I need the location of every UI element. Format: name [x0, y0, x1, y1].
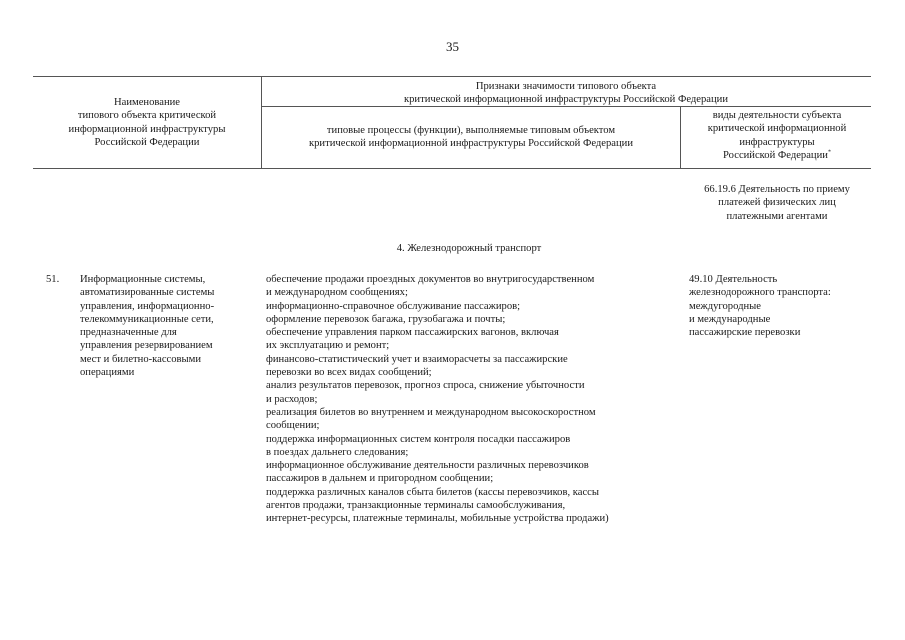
header-divider-activities — [680, 106, 681, 168]
header-activity-types-text: виды деятельности субъекта критической информационной инфраструктуры Российской Федерации — [707, 110, 847, 161]
row-object-name: Информационные системы, автоматизированные системы управления, информационно- телекоммуникационные сети, предназначенные для управления резервированием мест и билетно-кассовыми операциями — [80, 274, 215, 379]
page-number: 35 — [446, 39, 459, 54]
table-header-bottom-rule — [33, 168, 871, 169]
continuation-activity: 66.19.6 Деятельность по приему платежей физических лиц платежными агентами — [704, 184, 850, 222]
footnote-marker: * — [827, 149, 831, 156]
header-significance-signs: Признаки значимости типового объекта критической информационной инфраструктуры Российской Федерации — [403, 81, 729, 106]
header-divider-name — [261, 76, 262, 168]
header-activity-types — [683, 109, 871, 162]
row-activities: 49.10 Деятельность железнодорожного транспорта: междугородные и международные пассажирские перевозки — [689, 274, 831, 339]
row-processes: обеспечение продажи проездных документов во внутригосударственном и международном сообщениях; информационно-справочное обслуживание пассажиров; оформление перевозок багажа, грузобагажа и почты; обеспечение управления парком пассажирских вагонов, включая их эксплуатацию и ремонт; финансово-статистический учет и взаиморасчеты за пассажирские перевозки во всех видах сообщений; анализ результатов перевозок, прогноз спроса, снижение убыточности и расходов; реализация билетов во внутреннем и международном высокоскоростном сообщении; поддержка информационных систем контроля посадки пассажиров в поездах дальнего следования; информационное обслуживание деятельности различных перевозчиков пассажиров в дальнем и пригородном сообщении; поддержка различных каналов сбыта билетов (кассы перевозчиков, кассы агентов продажи, транзакционные терминалы самообслуживания, интернет-ресурсы, платежные терминалы, мобильные устройства продажи) — [266, 274, 609, 525]
header-object-name: Наименование типового объекта критической информационной инфраструктуры Российской Федерации — [68, 97, 226, 148]
section-title: 4. Железнодорожный транспорт — [396, 243, 542, 254]
header-typical-processes: типовые процессы (функции), выполняемые типовым объектом критической информационной инфраструктуры Российской Федерации — [308, 125, 634, 150]
row-number: 51. — [46, 274, 60, 285]
table-top-rule — [33, 76, 871, 77]
